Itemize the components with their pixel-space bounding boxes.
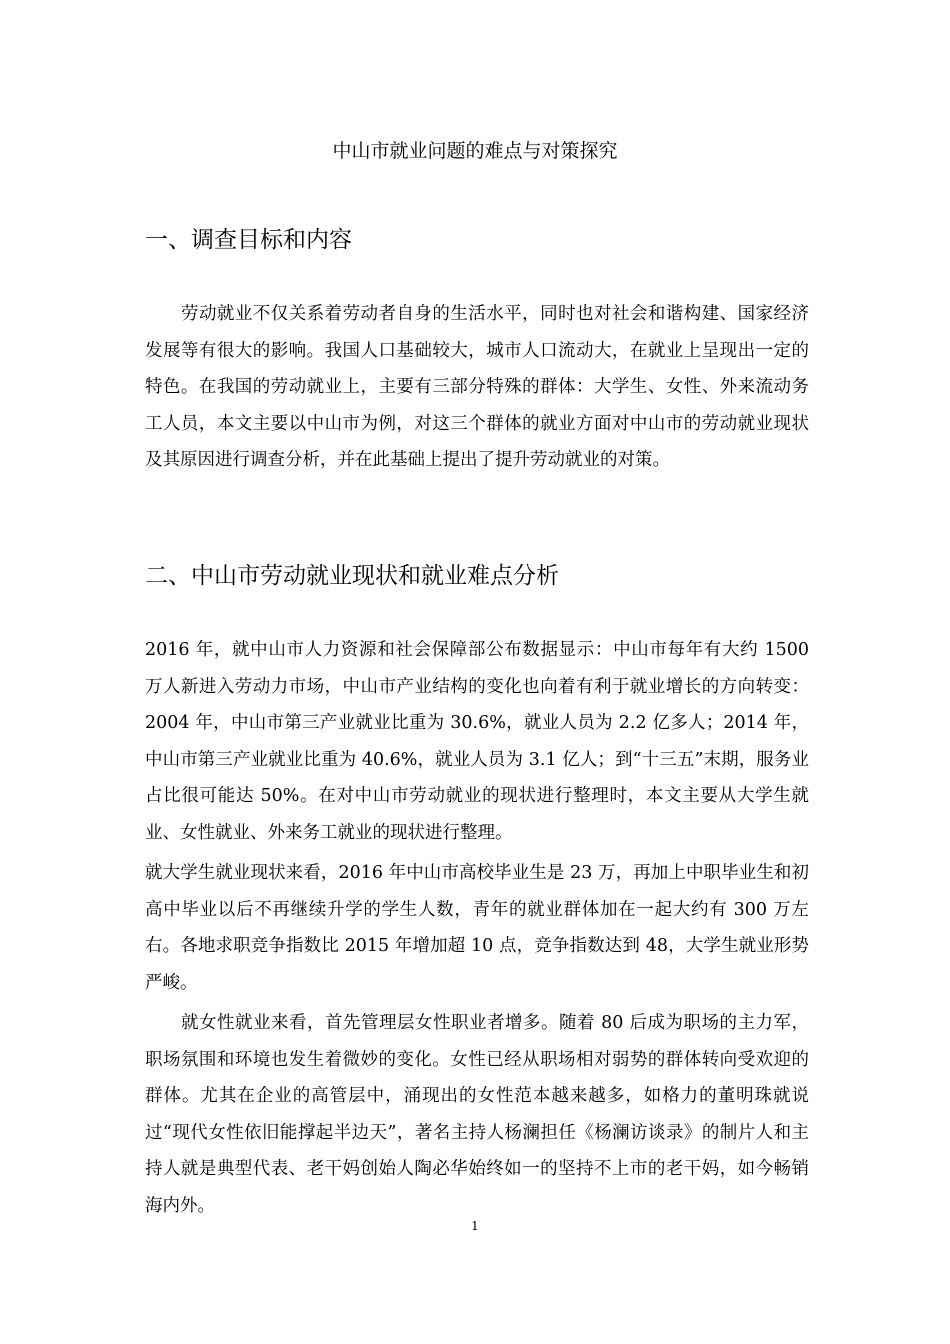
section-2-paragraph-2: 就大学生就业现状来看，2016 年中山市高校毕业生是 23 万，再加上中职毕业生和初高中毕业以后不再继续升学的学生人数，青年的就业群体加在一起大约有 300 万左右。各地求职竞争指数比 2015 年增加超 10 点，竞争指数达到 48，大学生就业形势严峻。 bbox=[145, 863, 809, 993]
section-heading-1: 一、调查目标和内容 bbox=[145, 227, 352, 253]
section-heading-2: 二、中山市劳动就业现状和就业难点分析 bbox=[145, 563, 559, 589]
section-2-paragraph-3: 就女性就业来看，首先管理层女性职业者增多。随着 80 后成为职场的主力军，职场氛围和环境也发生着微妙的变化。女性已经从职场相对弱势的群体转向受欢迎的群体。尤其在企业的高管层中，涌现出的女性范本越来越多，如格力的董明珠就说过“现代女性依旧能撑起半边天”，著名主持人杨澜担任《杨澜访谈录》的制片人和主持人就是典型代表、老干妈创始人陶必华始终如一的坚持不上市的老干妈，如今畅销海内外。 bbox=[145, 1013, 809, 1216]
page-number: 1 bbox=[471, 1219, 479, 1233]
section-2-paragraph-1: 2016 年，就中山市人力资源和社会保障部公布数据显示：中山市每年有大约 1500 万人新进入劳动力市场，中山市产业结构的变化也向着有利于就业增长的方向转变：2004 年，中山市第三产业就业比重为 30.6%，就业人员为 2.2 亿多人；2014 年，中山市第三产业就业比重为 40.6%，就业人员为 3.1 亿人；到“十三五”末期，服务业占比很可能达 50%。在对中山市劳动就业的现状进行整理时，本文主要从大学生就业、女性就业、外来务工就业的现状进行整理。 bbox=[145, 640, 809, 843]
section-1-paragraph-1: 劳动就业不仅关系着劳动者自身的生活水平，同时也对社会和谐构建、国家经济发展等有很大的影响。我国人口基础较大，城市人口流动大，在就业上呈现出一定的特色。在我国的劳动就业上，主要有三部分特殊的群体：大学生、女性、外来流动务工人员，本文主要以中山市为例，对这三个群体的就业方面对中山市的劳动就业现状及其原因进行调查分析，并在此基础上提出了提升劳动就业的对策。 bbox=[145, 304, 809, 470]
document-title: 中山市就业问题的难点与对策探究 bbox=[332, 140, 618, 162]
